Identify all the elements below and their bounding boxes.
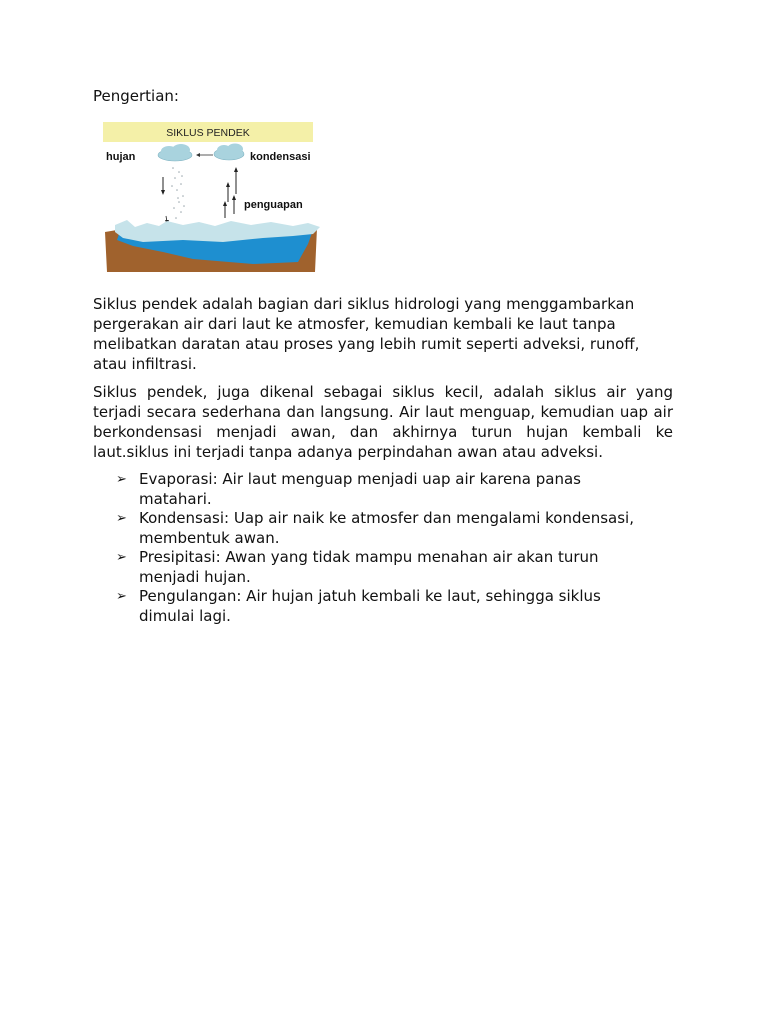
label-condensation: kondensasi [250, 151, 311, 163]
list-item-text: Pengulangan: Air hujan jatuh kembali ke laut, sehingga siklus dimulai lagi. [139, 587, 601, 625]
list-item-text: Kondensasi: Uap air naik ke atmosfer dan mengalami kondensasi, membentuk awan. [139, 509, 634, 547]
label-rain: hujan [106, 151, 136, 163]
arrowhead-bullet-icon: ➢ [116, 589, 127, 604]
process-list [116, 470, 656, 626]
cloud-icon [158, 144, 192, 161]
arrow-up-icon [234, 167, 238, 194]
arrow-left-icon [196, 153, 213, 157]
cloud-icon [214, 144, 244, 161]
arrowhead-bullet-icon: ➢ [116, 472, 127, 487]
arrow-up-icon [232, 195, 236, 214]
list-item [116, 548, 656, 587]
paragraph-description: Siklus pendek, juga dikenal sebagai siklus kecil, adalah siklus air yang terjadi secara sederhana dan langsung. Air laut menguap, kemudian uap air berkondensasi menjadi awan, dan akhirnya turun hujan kembali ke laut.siklus ini terjadi tanpa adanya perpindahan awan atau adveksi. [93, 383, 673, 461]
list-item-text: Evaporasi: Air laut menguap menjadi uap air karena panas matahari. [139, 470, 581, 508]
paragraph-definition: Siklus pendek adalah bagian dari siklus hidrologi yang menggambarkan pergerakan air dari laut ke atmosfer, kemudian kembali ke laut tanpa melibatkan daratan atau proses yang lebih rumit seperti adveksi, runoff, atau infiltrasi. [93, 295, 640, 373]
arrow-up-icon [223, 201, 227, 218]
list-item [116, 470, 656, 509]
diagram-svg [103, 122, 325, 274]
diagram-title: SIKLUS PENDEK [166, 127, 250, 139]
arrow-up-icon [226, 182, 230, 202]
rain-drops [171, 167, 185, 219]
list-item [116, 587, 656, 626]
arrowhead-bullet-icon: ➢ [116, 511, 127, 526]
label-evaporation: penguapan [244, 199, 303, 211]
list-item [116, 509, 656, 548]
arrow-down-icon [161, 177, 165, 195]
short-cycle-diagram [103, 122, 325, 274]
list-item-text: Presipitasi: Awan yang tidak mampu menahan air akan turun menjadi hujan. [139, 548, 599, 586]
arrowhead-bullet-icon: ➢ [116, 550, 127, 565]
section-heading: Pengertian: [93, 87, 179, 105]
